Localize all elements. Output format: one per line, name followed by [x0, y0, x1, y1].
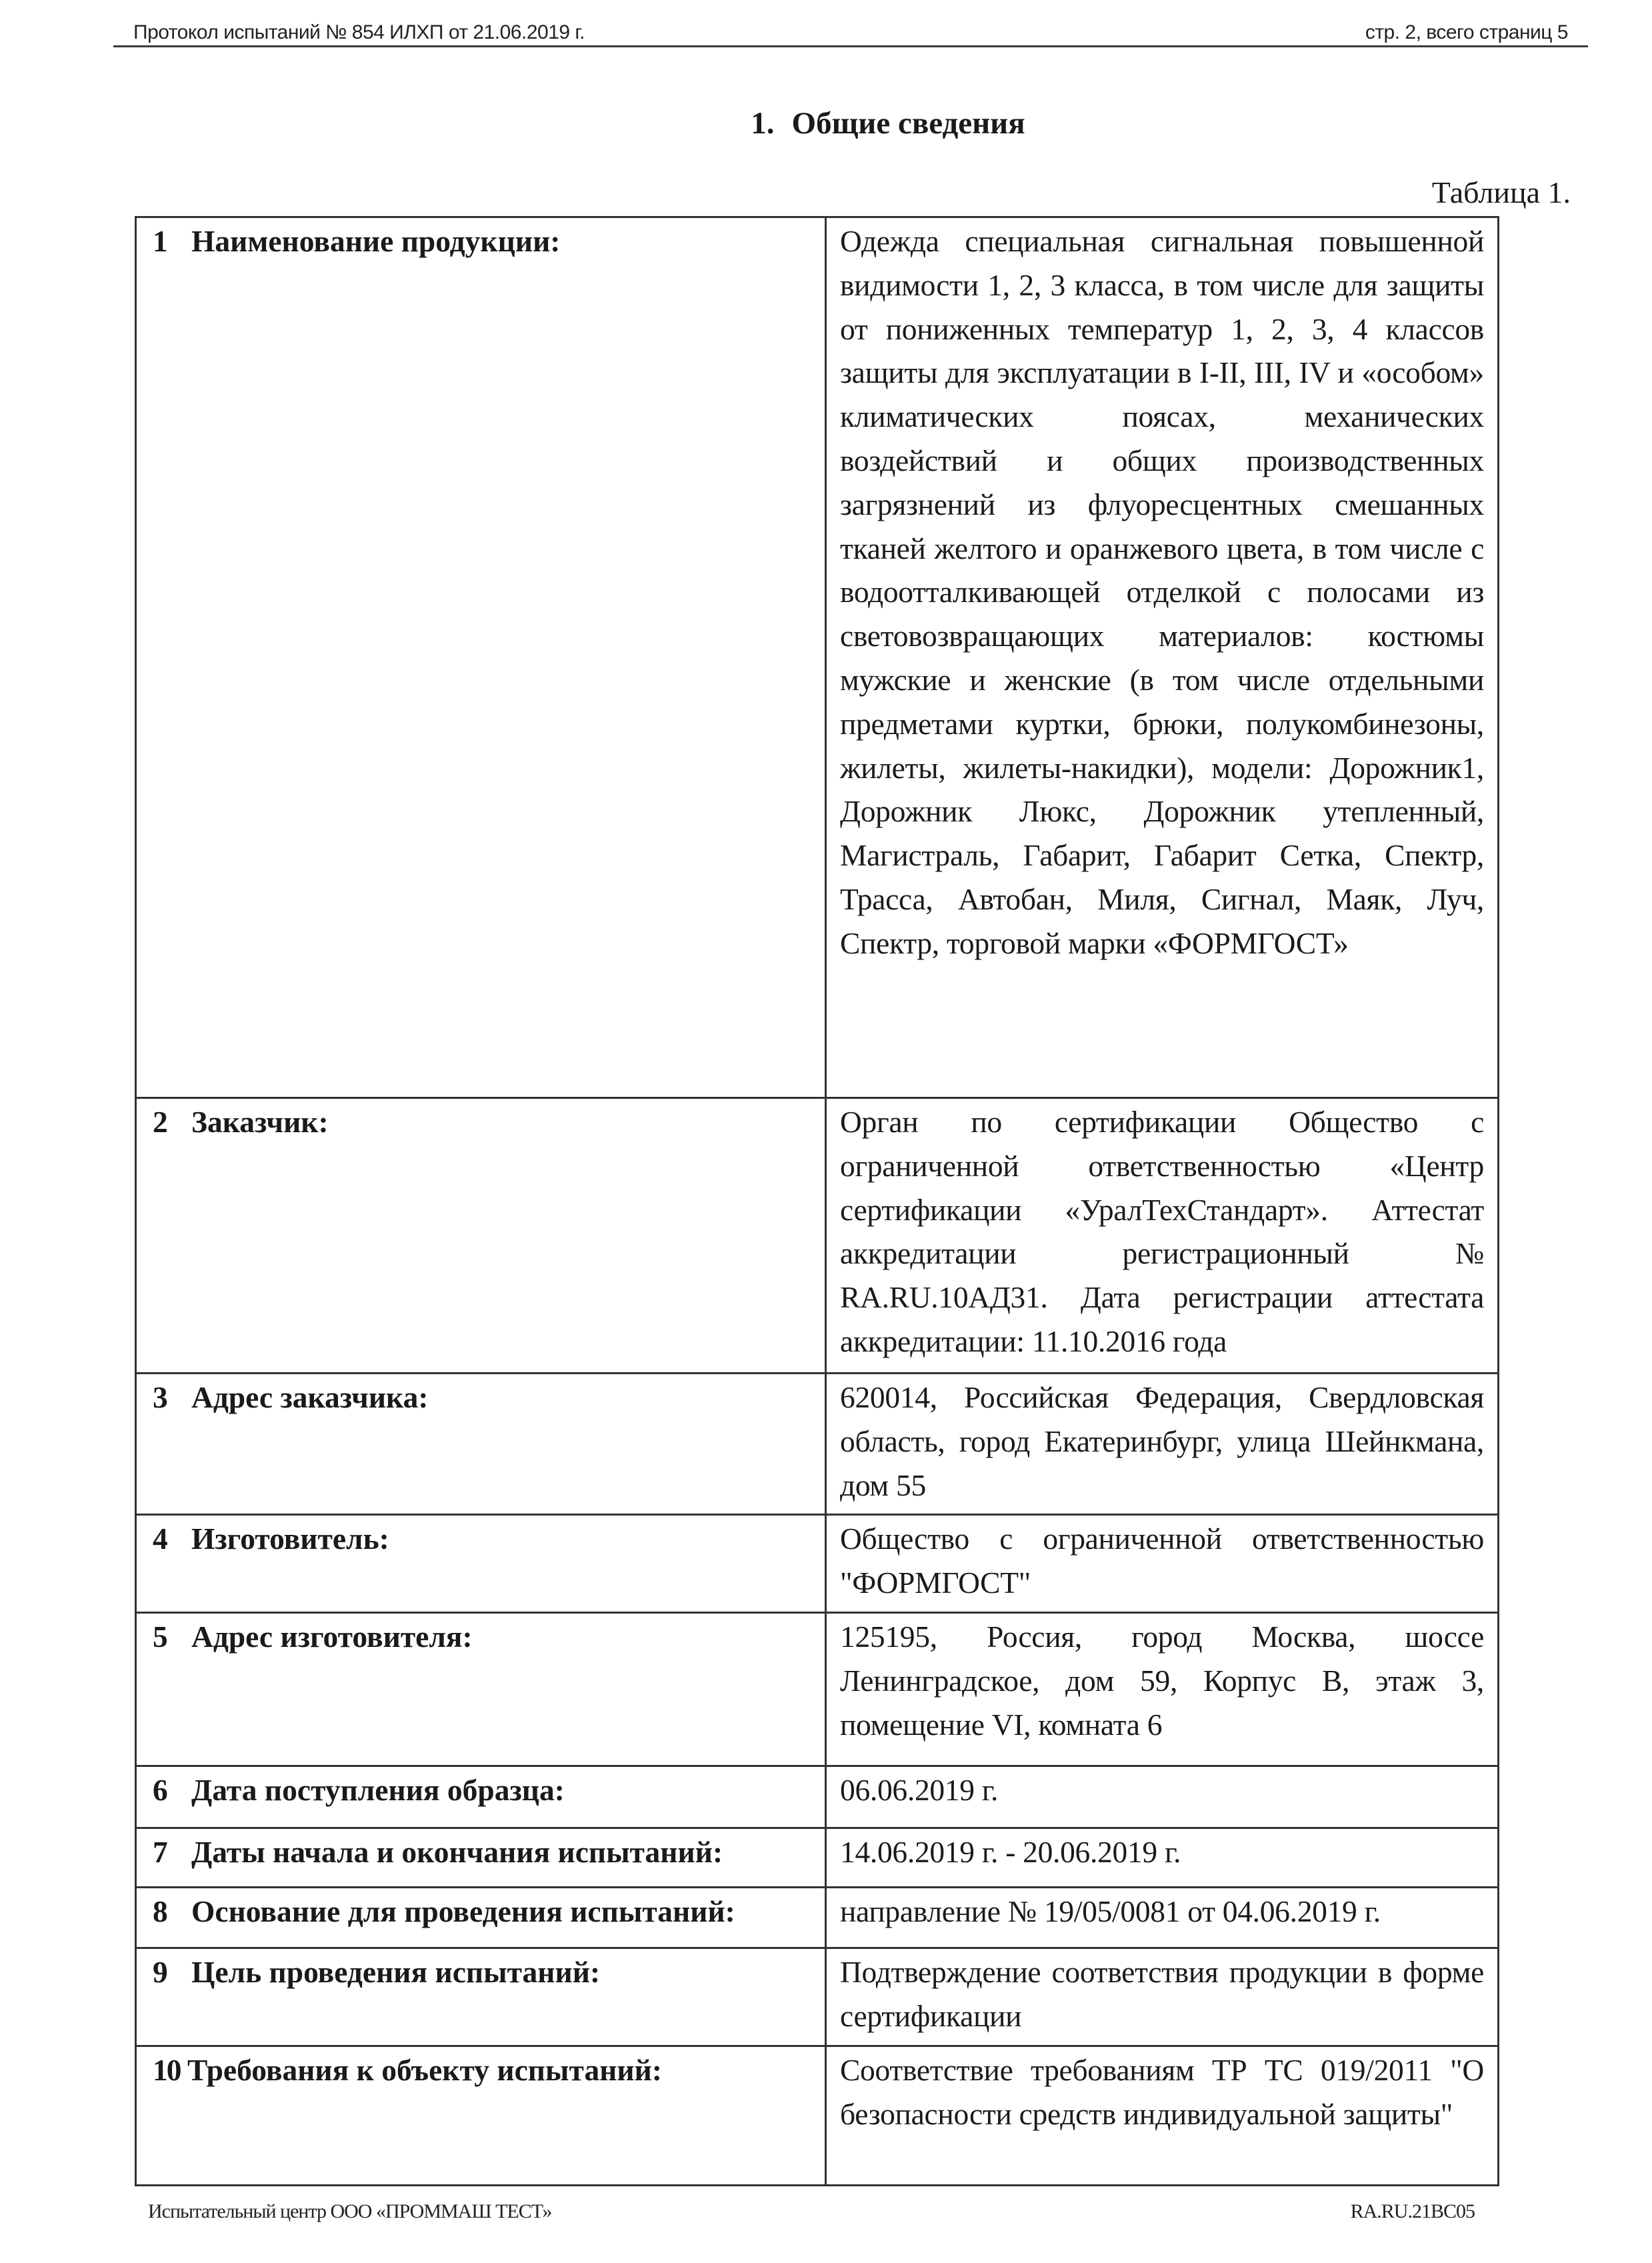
- row-number: 1: [153, 224, 168, 258]
- row-number: 7: [153, 1834, 168, 1869]
- value-cell: [826, 1374, 1499, 1515]
- section-heading: [0, 105, 1652, 141]
- value-cell: [826, 1948, 1499, 2046]
- row-number: 6: [153, 1772, 168, 1807]
- row-label: Наименование продукции:: [191, 224, 561, 258]
- value-cell: [826, 217, 1499, 1098]
- row-value: Одежда специальная сигнальная повышенной видимости 1, 2, 3 класса, в том числе для защиты от пониженных температур 1, 2, 3, 4 классов защиты для эксплуатации в I-II, III, IV и «особом» климатических поясах, механических воздействий и общих производственных загрязнений из флуоресцентных смешанных тканей желтого и оранжевого цвета, в том числе с водоотталкивающей отделкой с полосами из световозвращающих материалов: костюмы мужские и женские (в том числе отдельными предметами куртки, брюки, полукомбинезоны, жилеты, жилеты-накидки), модели: Дорожник1, Дорожник Люкс, Дорожник утепленный, Магистраль, Габарит, Габарит Сетка, Спектр, Трасса, Автобан, Миля, Сигнал, Маяк, Луч, Спектр, торговой марки «ФОРМГОСТ»: [840, 224, 1484, 960]
- table-row: [136, 1374, 1499, 1515]
- label-cell: [136, 1515, 826, 1613]
- row-label: Адрес изготовителя:: [191, 1619, 473, 1654]
- row-value: 14.06.2019 г. - 20.06.2019 г.: [840, 1834, 1181, 1869]
- row-label: Дата поступления образца:: [191, 1772, 565, 1807]
- label-cell: [136, 1374, 826, 1515]
- table-row: [136, 1887, 1499, 1948]
- table-row: [136, 1515, 1499, 1613]
- row-number: 5: [153, 1619, 168, 1654]
- label-cell: [136, 1828, 826, 1887]
- table-row: [136, 1828, 1499, 1887]
- footer-accreditation: RA.RU.21ВС05: [1350, 2200, 1475, 2222]
- row-value: 620014, Российская Федерация, Свердловская область, город Екатеринбург, улица Шейнкмана, дом 55: [840, 1380, 1484, 1502]
- table-caption: Таблица 1.: [1431, 175, 1571, 209]
- row-label: Изготовитель:: [191, 1522, 389, 1556]
- section-number: 1.: [751, 106, 775, 141]
- row-number: 9: [153, 1954, 168, 1989]
- row-label: Даты начала и окончания испытаний:: [191, 1834, 723, 1869]
- label-cell: [136, 217, 826, 1098]
- row-value: 06.06.2019 г.: [840, 1772, 999, 1807]
- page-header: [113, 15, 1588, 47]
- value-cell: [826, 1887, 1499, 1948]
- value-cell: [826, 1515, 1499, 1613]
- row-label: Основание для проведения испытаний:: [191, 1894, 735, 1928]
- row-value: направление № 19/05/0081 от 04.06.2019 г.: [840, 1894, 1381, 1928]
- table-row: [136, 2046, 1499, 2185]
- label-cell: [136, 1887, 826, 1948]
- row-value: Подтверждение соответствия продукции в форме сертификации: [840, 1954, 1484, 2033]
- section-title: Общие сведения: [791, 106, 1025, 141]
- footer-organization: Испытательный центр ООО «ПРОММАШ ТЕСТ»: [148, 2200, 552, 2222]
- table-row: [136, 1612, 1499, 1766]
- label-cell: [136, 1098, 826, 1374]
- value-cell: [826, 2046, 1499, 2185]
- table-row: [136, 1098, 1499, 1374]
- row-number: 10: [153, 2052, 181, 2087]
- row-label: Цель проведения испытаний:: [191, 1954, 601, 1989]
- value-cell: [826, 1828, 1499, 1887]
- value-cell: [826, 1612, 1499, 1766]
- page-footer: [148, 2200, 1475, 2223]
- row-value: Общество с ограниченной ответственностью "ФОРМГОСТ": [840, 1522, 1484, 1600]
- row-value: Орган по сертификации Общество с ограниченной ответственностью «Центр сертификации «УралТехСтандарт». Аттестат аккредитации регистрационный № RA.RU.10АД31. Дата регистрации аттестата аккредитации: 11.10.2016 года: [840, 1105, 1484, 1358]
- row-number: 8: [153, 1894, 168, 1928]
- protocol-title: Протокол испытаний № 854 ИЛХП от 21.06.2019 г.: [133, 21, 585, 43]
- label-cell: [136, 1948, 826, 2046]
- row-value: Соответствие требованиям ТР ТС 019/2011 "О безопасности средств индивидуальной защиты": [840, 2052, 1484, 2131]
- page-number-info: стр. 2, всего страниц 5: [1365, 21, 1568, 43]
- row-number: 3: [153, 1380, 168, 1414]
- table-row: [136, 217, 1499, 1098]
- row-value: 125195, Россия, город Москва, шоссе Ленинградское, дом 59, Корпус В, этаж 3, помещение VI, комната 6: [840, 1619, 1484, 1742]
- label-cell: [136, 1612, 826, 1766]
- value-cell: [826, 1098, 1499, 1374]
- label-cell: [136, 2046, 826, 2185]
- row-label: Требования к объекту испытаний:: [187, 2052, 663, 2087]
- table-row: [136, 1948, 1499, 2046]
- table-row: [136, 1766, 1499, 1828]
- row-label: Заказчик:: [191, 1105, 329, 1139]
- row-number: 2: [153, 1105, 168, 1139]
- row-number: 4: [153, 1522, 168, 1556]
- value-cell: [826, 1766, 1499, 1828]
- label-cell: [136, 1766, 826, 1828]
- row-label: Адрес заказчика:: [191, 1380, 429, 1414]
- general-info-table: [135, 216, 1499, 2186]
